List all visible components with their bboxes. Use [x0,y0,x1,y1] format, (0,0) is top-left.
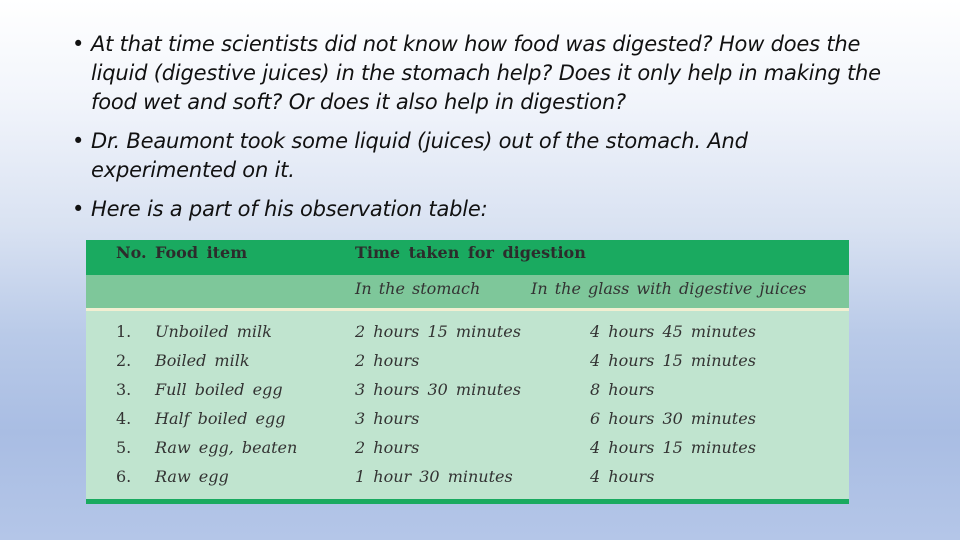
row-glass-time: 4 hours [590,467,655,486]
row-stomach-time: 2 hours [355,351,420,370]
bullet-dot: • [72,197,85,221]
row-glass-time: 4 hours 45 minutes [590,322,756,341]
row-number: 2. [116,351,132,370]
row-food: Full boiled egg [155,380,283,399]
row-glass-time: 4 hours 15 minutes [590,351,756,370]
bullet-item [72,127,892,185]
row-food: Half boiled egg [155,409,286,428]
bullet-text: Dr. Beaumont took some liquid (juices) out of the stomach. And experimented on it. [91,129,748,182]
row-number: 6. [116,467,132,486]
table-row [86,351,849,380]
table-row [86,438,849,467]
row-food: Raw egg, beaten [155,438,298,457]
header-food-item: Food item [155,243,248,262]
subheader-stomach: In the stomach [355,279,481,298]
table-row [86,467,849,496]
row-stomach-time: 3 hours [355,409,420,428]
bullet-dot: • [72,32,85,56]
table-row [86,322,849,351]
row-glass-time: 4 hours 15 minutes [590,438,756,457]
row-food: Raw egg [155,467,229,486]
row-number: 4. [116,409,132,428]
row-stomach-time: 3 hours 30 minutes [355,380,521,399]
row-stomach-time: 1 hour 30 minutes [355,467,513,486]
bullet-text: At that time scientists did not know how food was digested? How does the liquid (digestive juices) in the stomach help? Does it only help in making the food wet and soft? Or does it also help in digestion? [91,32,881,114]
row-number: 1. [116,322,132,341]
row-stomach-time: 2 hours [355,438,420,457]
table-bottom-rule [86,499,849,504]
header-time-taken: Time taken for digestion [355,243,586,262]
table-row [86,409,849,438]
row-glass-time: 6 hours 30 minutes [590,409,756,428]
observation-table [86,240,849,504]
row-number: 3. [116,380,132,399]
table-row [86,380,849,409]
bullet-item [72,30,892,117]
bullet-item [72,195,892,224]
subheader-glass: In the glass with digestive juices [531,279,807,298]
bullet-text: Here is a part of his observation table: [91,197,488,221]
row-stomach-time: 2 hours 15 minutes [355,322,521,341]
row-glass-time: 8 hours [590,380,655,399]
row-number: 5. [116,438,132,457]
row-food: Boiled milk [155,351,250,370]
row-food: Unboiled milk [155,322,272,341]
table-separator [86,308,849,311]
header-no: No. [116,243,147,262]
bullet-list [72,30,892,224]
bullet-dot: • [72,129,85,153]
